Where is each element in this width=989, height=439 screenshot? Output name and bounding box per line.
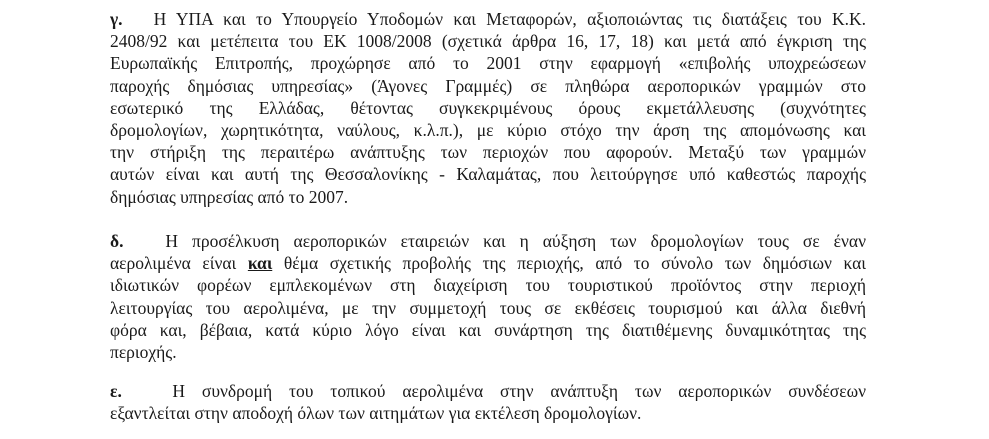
paragraph-line: γ. Η ΥΠΑ και το Υπουργείο Υποδομών και Μεταφορών, αξιοποιώντας τις διατάξεις του Κ.Κ. [110,9,866,29]
paragraph-line: 2408/92 και μετέπειτα του ΕΚ 1008/2008 (σχετικά άρθρα 16, 17, 18) και μετά από έγκριση της [110,31,866,52]
paragraph-delta [110,230,866,363]
paragraph-line: ιδιωτικών φορέων εμπλεκομένων στη διαχείριση του τουριστικού προϊόντος στην περιοχή [110,275,866,296]
paragraph-line: Ευρωπαϊκής Επιτροπής, προχώρησε από το 2001 στην εφαρμογή «επιβολής υποχρεώσεων [110,53,866,74]
paragraph-line: δημόσιας υπηρεσίας από το 2007. [110,186,349,207]
paragraph-marker: γ. [110,9,123,29]
paragraph-line: περιοχής. [110,341,177,362]
paragraph-gamma [110,8,866,208]
paragraph-line: εξαντλείται στην αποδοχή όλων των αιτημάτων για εκτέλεση δρομολογίων. [110,403,642,424]
paragraph-line: εσωτερικό της Ελλάδας, θέτοντας συγκεκριμένους όρους εκμετάλλευσης (συχνότητες [110,97,866,118]
paragraph-line: την στήριξη της περαιτέρω ανάπτυξης των περιοχών που αφορούν. Μεταξύ των γραμμών [110,142,866,163]
paragraph-line: αερολιμένα είναι και θέμα σχετικής προβολής της περιοχής, από το σύνολο των δημόσιων και [110,253,866,274]
paragraph-line: δ. Η προσέλκυση αεροπορικών εταιρειών και η αύξηση των δρομολογίων τους σε έναν [110,231,866,251]
paragraph-epsilon [110,380,866,424]
paragraph-line: δρομολογίων, χωρητικότητα, ναύλους, κ.λ.π.), με κύριο στόχο την άρση της απομόνωσης και [110,119,866,140]
paragraph-marker: δ. [110,231,124,251]
paragraph-marker: ε. [110,381,122,401]
paragraph-line: παροχής δημόσιας υπηρεσίας» (Άγονες Γραμμές) σε πληθώρα αεροπορικών γραμμών στο [110,75,866,96]
paragraph-line: αυτών είναι και αυτή της Θεσσαλονίκης - Καλαμάτας, που λειτούργησε υπό καθεστώς παροχής [110,164,866,185]
paragraph-line: λειτουργίας του αερολιμένα, με την συμμετοχή τους σε εκθέσεις τουρισμού και άλλα διεθνή [110,297,866,318]
paragraph-line: φόρα και, βέβαια, κατά κύριο λόγο είναι και συνάρτηση της διατιθέμενης δυναμικότητας της [110,319,866,340]
emphasized-word: και [247,253,273,274]
paragraph-line: ε. Η συνδρομή του τοπικού αερολιμένα στην ανάπτυξη των αεροπορικών συνδέσεων [110,381,866,401]
